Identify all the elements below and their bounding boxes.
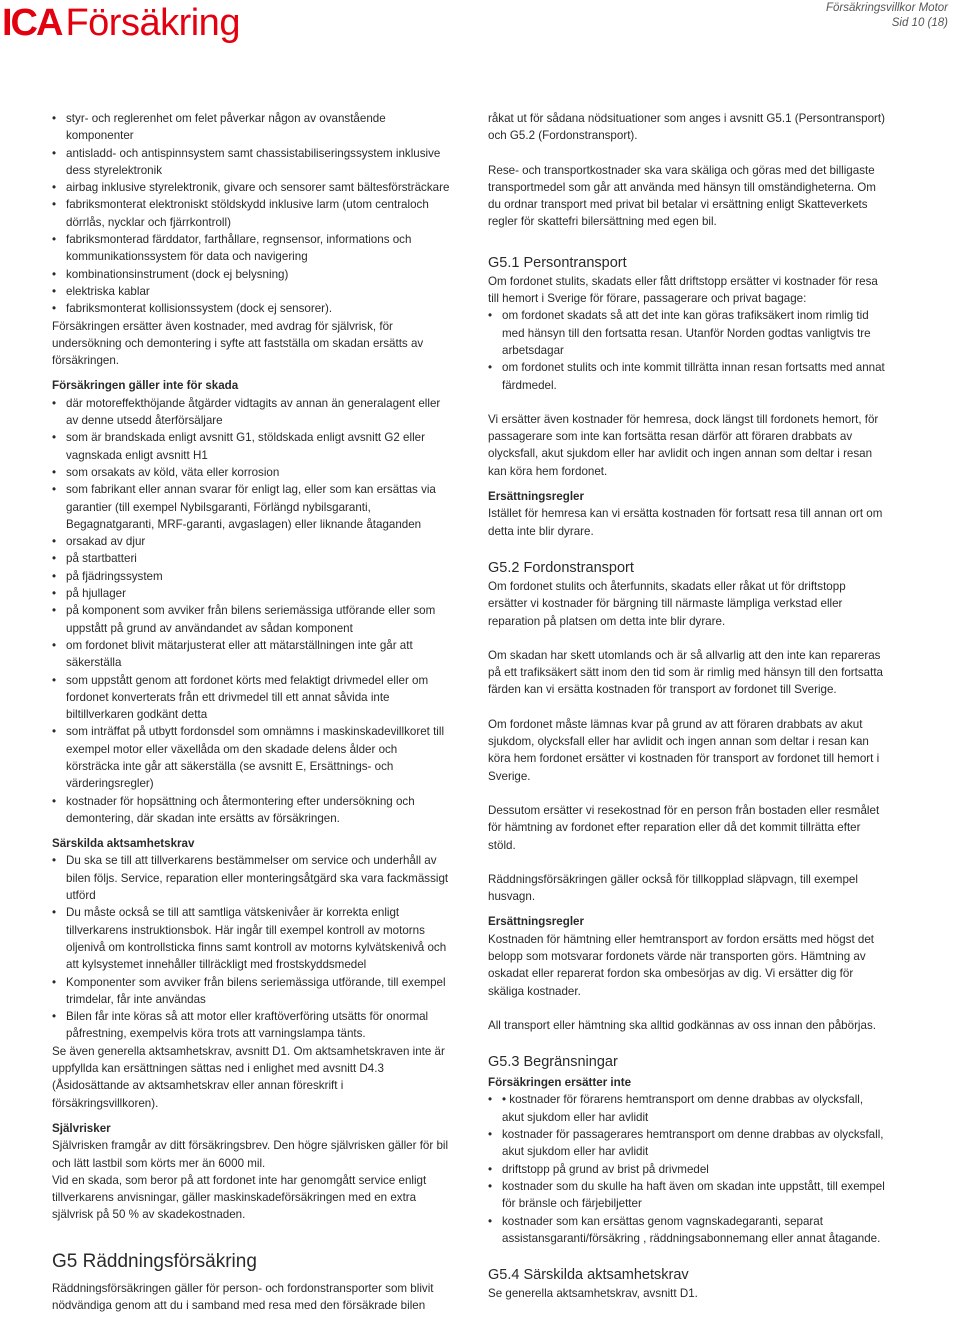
- paragraph: Självrisken framgår av ditt försäkringsbrev. Den högre självrisken gäller för bil och lätt lastbil som körts mer än 6000 mil.: [52, 1139, 449, 1170]
- section-subheading: Försäkringen ersätter inte: [488, 1076, 632, 1090]
- list-item: • på fjädringssystem: [52, 568, 452, 585]
- list-item: • om fordonet blivit mätarjusterat eller att mätarställningen inte går att säkerställa: [52, 637, 452, 672]
- right-column: [488, 110, 886, 1302]
- left-column: [52, 110, 452, 1314]
- exclusion-list: [52, 395, 452, 827]
- list-item: • på hjullager: [52, 585, 452, 602]
- section-heading: Ersättningsregler: [488, 490, 584, 504]
- list-item: • Bilen får inte köras så att motor eller kraftöverföring utsätts för onormal påfrestning, exempelvis köra trots att varningslampa tänts.: [52, 1008, 452, 1043]
- section-heading: G5.2 Fordonstransport: [488, 559, 634, 576]
- list-item: • som fabrikant eller annan svarar för enligt lag, eller som kan ersättas via garantier (till exempel Nybilsgaranti, Förlängd nybilsgaranti, Begagnatgaranti, MRF-garanti, avgaslagen) eller liknande åtaganden: [52, 481, 452, 533]
- paragraph: Om skadan har skett utomlands och är så allvarlig att den inte kan repareras på ett trafiksäkert sätt inom den tid som är rimlig med hänsyn till den fortsatta färden kan vi ersätta kostnaden för transport av fordonet till Sverige.: [488, 648, 884, 697]
- component-list: [52, 110, 452, 318]
- paragraph: Räddningsförsäkringen gäller också för tillkopplad släpvagn, till exempel husvagn.: [488, 872, 858, 904]
- paragraph: Kostnaden för hämtning eller hemtransport av fordon ersätts med högst det belopp som motsvarar fordonets värde när transporten görs. Hämtning av oskadat eller reparerat fordon ska ombesörjas av dig. Vi ersätter dig för skäliga kostnader.: [488, 932, 875, 998]
- list-item: • Du måste också se till att samtliga vätskenivåer är korrekta enligt tillverkarens instruktionsbok. Här ingår till exempel kontroll av motorns oljenivå om kontrollsticka finns samt kontroll av motorns kylvätskenivå och att kylsystemet innehåller tillräckligt med frostskyddsmedel: [52, 904, 452, 973]
- list-item: • fabriksmonterat elektroniskt stöldskydd inklusive larm (utom centraloch dörrlås, nycklar och fjärrkontroll): [52, 196, 452, 231]
- list-item: • som orsakats av köld, väta eller korrosion: [52, 464, 452, 481]
- chapter-heading: G5 Räddningsförsäkring: [52, 1250, 257, 1272]
- paragraph: Se även generella aktsamhetskrav, avsnitt D1. Om aktsamhetskraven inte är uppfyllda kan ersättningen sättas ned i enlighet med avsnitt D4.3 (Åsidosättande av aktsamhetskrav eller annan föreskrift i försäkringsvillkoren).: [52, 1044, 445, 1110]
- list-item: • elektriska kablar: [52, 283, 452, 300]
- list-item: • • kostnader för förarens hemtransport om denne drabbas av olycksfall, akut sjukdom eller har avlidit: [488, 1091, 886, 1126]
- section-heading: Särskilda aktsamhetskrav: [52, 837, 195, 851]
- list-item: • som inträffat på utbytt fordonsdel som omnämns i maskinskadevillkoret till exempel motor eller växellåda om den skadade delens ålder och körsträcka inte går att säkerställa (se avsnitt E, Ersättnings- och värderingsregler): [52, 723, 452, 792]
- section-heading: G5.1 Persontransport: [488, 254, 627, 271]
- logo-mark: ICA: [2, 2, 62, 44]
- logo-text: Försäkring: [65, 2, 240, 44]
- paragraph: Om fordonet stulits och återfunnits, skadats eller råkat ut för driftstopp ersätter vi kostnader för bärgning till närmaste lämpliga verkstad eller reparation på platsen om detta inte blir dyrare.: [488, 579, 846, 628]
- paragraph: Rese- och transportkostnader ska vara skäliga och göras med det billigaste transportmedel som går att använda med hänsyn till omständigheterna. Om du ordnar transport med privat bil betalar vi ersättning enligt Skatteverkets regler för skattefri bilersättning med egen bil.: [488, 163, 876, 229]
- ica-forsakring-logo: [2, 2, 240, 48]
- list-item: • airbag inklusive styrelektronik, givare och sensorer samt bältesförsträckare: [52, 179, 452, 196]
- section-heading: Ersättningsregler: [488, 915, 584, 929]
- list-item: • om fordonet stulits och inte kommit tillrätta innan resan fortsatts med annat färdmedel.: [488, 359, 886, 394]
- paragraph: Försäkringen ersätter även kostnader, med avdrag för självrisk, för undersökning och demontering i syfte att fastställa om skadan ersätts av försäkringen.: [52, 319, 424, 368]
- section-heading: Självrisker: [52, 1121, 111, 1135]
- paragraph: Se generella aktsamhetskrav, avsnitt D1.: [488, 1287, 698, 1301]
- paragraph: råkat ut för sådana nödsituationer som anges i avsnitt G5.1 (Persontransport) och G5.2 (Fordonstransport).: [488, 112, 885, 143]
- list-item: • på komponent som avviker från bilens seriemässiga utförande eller som uppstått på grund av användandet av sådan komponent: [52, 602, 452, 637]
- list-item: • kostnader som kan ersättas genom vagnskadegaranti, separat assistansgaranti/försäkring , räddningsabonnemang eller annat åtagande.: [488, 1213, 886, 1248]
- paragraph: Vi ersätter även kostnader för hemresa, dock längst till fordonets hemort, för passagerare som inte kan fortsätta resan därför att föraren drabbats av olycksfall, akut sjukdom eller har avlidit och ingen annan som deltar i resan kan köra hem fordonet.: [488, 412, 879, 478]
- page-number: Sid 10 (18): [891, 17, 948, 29]
- list-item: • fabriksmonterad färddator, farthållare, regnsensor, informations och kommunikationssystem för data och navigering: [52, 231, 452, 266]
- list-item: • som uppstått genom att fordonet körts med felaktigt drivmedel eller om fordonet konverterats från ett drivmedel till ett annat såvida inte biltillverkaren godkänt detta: [52, 672, 452, 724]
- list-item: • på startbatteri: [52, 550, 452, 567]
- page-header: [0, 0, 960, 56]
- paragraph: Om fordonet måste lämnas kvar på grund av att föraren drabbats av akut sjukdom, olycksfall eller har avlidit och ingen annan som deltar i resan kan köra hem fordonet ersätter vi kostnaden för transport av fordonet till hemort i Sverige.: [488, 717, 880, 783]
- list-item: • driftstopp på grund av brist på drivmedel: [488, 1161, 886, 1178]
- paragraph: Om fordonet stulits, skadats eller fått driftstopp ersätter vi kostnader för resa till hemort i Sverige för förare, passagerare och privat bagage:: [488, 274, 878, 306]
- section-heading: G5.3 Begränsningar: [488, 1054, 618, 1071]
- list-item: • som är brandskada enligt avsnitt G1, stöldskada enligt avsnitt G2 eller vagnskada enligt avsnitt H1: [52, 429, 452, 464]
- section-heading: Försäkringen gäller inte för skada: [52, 379, 239, 393]
- section-heading: G5.4 Särskilda aktsamhetskrav: [488, 1267, 689, 1284]
- list-item: • Du ska se till att tillverkarens bestämmelser om service och underhåll av bilen följs. Service, reparation eller monteringsåtgärd ska vara fackmässigt utförd: [52, 852, 452, 904]
- list-item: • om fordonet skadats så att det inte kan göras trafiksäkert inom rimlig tid med hänsyn till den fortsatta resan. Utanför Norden godtas vanligtvis tre arbetsdagar: [488, 307, 886, 359]
- list-item: • fabriksmonterat kollisionssystem (dock ej sensorer).: [52, 300, 452, 317]
- paragraph: All transport eller hämtning ska alltid godkännas av oss innan den påbörjas.: [488, 1018, 876, 1032]
- list-item: • Komponenter som avviker från bilens seriemässiga utförande, till exempel trimdelar, får inte användas: [52, 974, 452, 1009]
- list-item: • orsakad av djur: [52, 533, 452, 550]
- list-item: • antisladd- och antispinnsystem samt chassistabiliseringssystem inklusive dess styrelektronik: [52, 145, 452, 180]
- paragraph: Räddningsförsäkringen gäller för person- och fordonstransporter som blivit nödvändiga genom att du i samband med resa med den försäkrade bilen: [52, 1281, 434, 1312]
- list-item: • styr- och reglerenhet om felet påverkar någon av ovanstående komponenter: [52, 110, 452, 145]
- list-item: • kostnader för hopsättning och återmontering efter undersökning och demontering, där skadan inte ersätts av försäkringen.: [52, 793, 452, 828]
- limitations-list: [488, 1091, 886, 1247]
- paragraph: Istället för hemresa kan vi ersätta kostnaden för fortsatt resa till annan ort om detta inte blir dyrare.: [488, 507, 883, 538]
- list-item: • där motoreffekthöjande åtgärder vidtagits av annan än generalagent eller av denne utsedd återförsäljare: [52, 395, 452, 430]
- paragraph: Vid en skada, som beror på att fordonet inte har genomgått service enligt tillverkarens anvisningar, gäller maskinskadeförsäkringen med en extra självrisk på 50 % av skadekostnaden.: [52, 1173, 427, 1222]
- paragraph: Dessutom ersätter vi resekostnad för en person från bostaden eller resmålet för hämtning av fordonet efter reparation eller då det kommit tillrätta efter stöld.: [488, 803, 880, 852]
- list-item: • kostnader för passagerares hemtransport om denne drabbas av olycksfall, akut sjukdom eller har avlidit: [488, 1126, 886, 1161]
- list-item: • kombinationsinstrument (dock ej belysning): [52, 266, 452, 283]
- document-title: Försäkringsvillkor Motor: [825, 2, 948, 14]
- list-item: • kostnader som du skulle ha haft även om skadan inte uppstått, till exempel för bränsle och färjebiljetter: [488, 1178, 886, 1213]
- persontransport-list: [488, 307, 886, 393]
- care-requirements-list: [52, 852, 452, 1042]
